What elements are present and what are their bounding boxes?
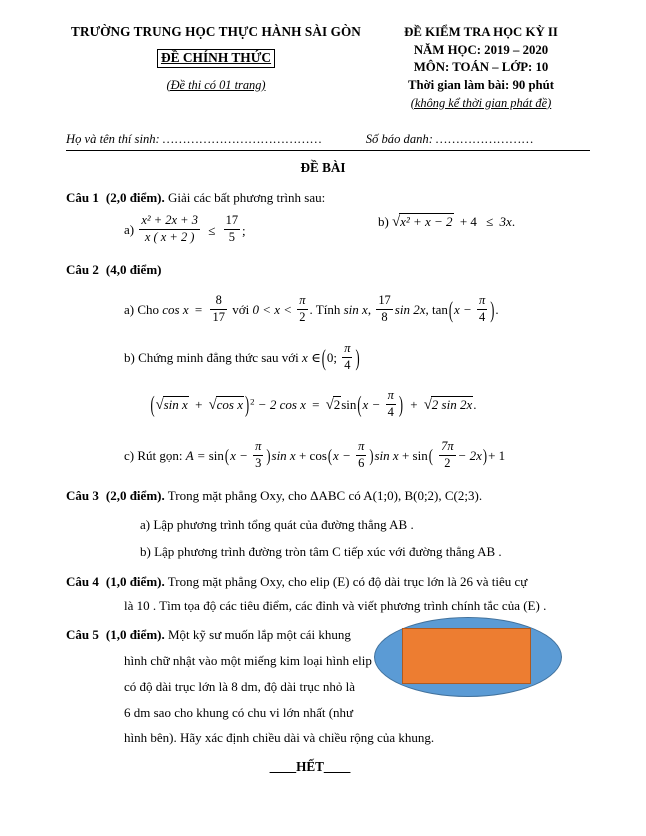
question-2-points: (4,0 điểm)	[105, 262, 162, 278]
question-3-label: Câu 3	[66, 487, 99, 503]
q1a-denominator: x ( x + 2 )	[144, 230, 195, 245]
q2a-cos: cos x	[162, 302, 189, 318]
open-paren-icon: (	[357, 391, 362, 418]
q2a-tan-denominator: 4	[479, 309, 486, 324]
q2b-sin-arg: x −	[362, 396, 381, 412]
q2c-t3-numerator: 7π	[439, 440, 455, 456]
question-1	[66, 189, 590, 245]
close-paren-icon: )	[490, 296, 495, 324]
official-exam-badge: ĐỀ CHÍNH THỨC	[157, 49, 275, 68]
close-paren-icon: )	[266, 445, 271, 466]
open-paren-icon: (	[321, 344, 326, 372]
q2a-coef-denominator: 8	[381, 309, 388, 324]
question-4	[66, 573, 590, 615]
question-3-sub-a: a) Lập phương trình tổng quát của đường thẳng AB .	[140, 517, 414, 533]
question-4-label: Câu 4	[66, 574, 99, 590]
question-5-line-5: hình bên). Hãy xác định chiều dài và chiều rộng của khung.	[124, 730, 435, 746]
q2a-target-sin: sin x	[343, 302, 368, 318]
candidate-id-field[interactable]: ……………………	[435, 131, 535, 146]
exam-kind: ĐỀ KIỂM TRA HỌC KỲ II	[404, 25, 558, 39]
q2b-domain-low: 0;	[326, 349, 337, 365]
question-4-heading	[66, 573, 590, 591]
question-2-heading	[66, 261, 590, 279]
close-paren-icon: )	[369, 445, 374, 466]
end-suffix-rule: ____	[323, 759, 351, 775]
question-4-line-2: là 10 . Tìm tọa độ các tiêu điểm, các đỉnh và viết phương trình chính tắc của (E) .	[124, 597, 547, 613]
q2a-range-lower: 0 < x <	[252, 302, 293, 318]
page-count-note: (Đề thi có 01 trang)	[166, 77, 266, 92]
question-1a-marker: a)	[124, 222, 135, 238]
question-2	[66, 261, 590, 470]
question-3-points: (2,0 điểm).	[105, 487, 165, 503]
question-2a-intro: a) Cho	[124, 302, 160, 318]
q2a-tan-arg: x −	[454, 302, 472, 318]
question-5-points: (1,0 điểm).	[105, 627, 165, 643]
question-1b-formula	[392, 214, 515, 229]
sqrt-icon: √	[392, 214, 401, 231]
question-2-label: Câu 2	[66, 262, 99, 278]
question-1b-marker: b)	[378, 214, 389, 230]
open-paren-icon: (	[428, 445, 433, 466]
q2c-term2-fn: + cos	[298, 447, 327, 463]
q1a-rhs-denominator: 5	[228, 230, 235, 245]
candidate-id-label: Số báo danh:	[365, 131, 433, 146]
open-paren-icon: (	[150, 391, 155, 418]
q2c-term3-arg: − 2x	[457, 447, 482, 463]
q2a-coef-numerator: 17	[376, 294, 392, 310]
close-paren-icon: )	[482, 445, 488, 466]
candidate-info-row	[66, 132, 590, 151]
question-1-points: (2,0 điểm).	[105, 189, 165, 205]
question-1-part-a	[66, 214, 366, 245]
exam-duration: Thời gian làm bài: 90 phút	[407, 77, 555, 92]
question-1-label: Câu 1	[66, 189, 99, 205]
q2b-tail: .	[473, 396, 477, 412]
exam-duration-note: (không kể thời gian phát đề)	[410, 95, 552, 110]
q2a-sep1: ,	[367, 302, 372, 318]
q2b-power: 2	[250, 396, 255, 407]
q2a-range-numerator: π	[297, 294, 307, 310]
question-3-text: Trong mặt phẳng Oxy, cho ΔABC có A(1;0), B(0;2), C(2;3).	[167, 487, 483, 503]
header-left-block	[66, 24, 366, 92]
q2b-plus-2: +	[410, 396, 418, 412]
q1b-rhs: 3x	[499, 214, 512, 230]
q2a-value-denominator: 17	[212, 309, 225, 324]
q1a-rhs-numerator: 17	[224, 214, 240, 230]
q2b-minus-term: − 2 cos x	[257, 396, 306, 412]
sqrt-icon: √	[155, 396, 164, 413]
q2b-radicand-3: 2 sin 2x	[431, 396, 473, 412]
question-2a	[66, 294, 590, 325]
question-1-text: Giải các bất phương trình sau:	[167, 189, 326, 205]
subject-and-grade: MÔN: TOÁN – LỚP: 10	[413, 60, 549, 75]
question-4-points: (1,0 điểm).	[105, 574, 165, 590]
q2c-t2-denominator: 6	[358, 455, 365, 470]
question-4-line-1: Trong mặt phẳng Oxy, cho elip (E) có độ dài trục lớn là 26 và tiêu cự	[167, 574, 528, 590]
q1b-radicand: x² + x − 2	[400, 214, 453, 230]
q2b-arg-denominator: 4	[387, 404, 394, 419]
q2a-target-sin2x: sin 2x	[394, 302, 426, 318]
q2b-arg-numerator: π	[386, 389, 396, 405]
question-3-heading	[66, 487, 590, 505]
q2c-t1-numerator: π	[253, 440, 263, 456]
inscribed-rectangle-frame	[402, 628, 531, 684]
question-2c-text: c) Rút gọn:	[124, 447, 183, 463]
q2c-t2-numerator: π	[356, 440, 366, 456]
q2c-term1-tail: sin x	[271, 447, 296, 463]
q1a-relation: ≤	[208, 222, 216, 238]
question-2b-text: b) Chứng minh đẳng thức sau với	[124, 349, 299, 365]
question-1a-formula	[137, 213, 246, 245]
q2b-plus-1: +	[195, 396, 203, 412]
school-year: NĂM HỌC: 2019 – 2020	[413, 42, 549, 57]
header-right-block	[366, 24, 590, 112]
q2a-equals: =	[194, 302, 203, 318]
q2c-t3-denominator: 2	[444, 455, 451, 470]
open-paren-icon: (	[327, 445, 333, 466]
q2c-term2-arg: x −	[333, 447, 351, 463]
q2c-lhs: A =	[185, 447, 206, 463]
question-5-line-1: Một kỹ sư muốn lắp một cái khung	[167, 627, 351, 643]
end-prefix-rule: ____	[269, 759, 297, 775]
q1b-tail: .	[511, 214, 516, 230]
end-word: HẾT	[296, 759, 324, 775]
q2c-term3-tail: + 1	[488, 447, 506, 463]
question-5-label: Câu 5	[66, 627, 99, 643]
question-5-line-2: hình chữ nhật vào một miếng kim loại hình elip	[124, 652, 372, 668]
q2c-term1-fn: sin	[208, 447, 224, 463]
q1b-relation: ≤	[486, 214, 494, 230]
q2b-radicand-2: cos x	[216, 396, 243, 412]
open-paren-icon: (	[448, 296, 453, 324]
q2a-sep2: ,	[425, 302, 429, 318]
question-2a-with: với	[232, 302, 250, 318]
question-2b-identity	[66, 389, 590, 420]
question-2c	[66, 440, 590, 471]
ellipse-rectangle-figure	[374, 617, 562, 697]
document-header	[0, 0, 646, 112]
q2c-term2-tail: sin x	[374, 447, 399, 463]
q2c-t1-denominator: 3	[255, 455, 262, 470]
q1a-tail: ;	[242, 222, 246, 238]
close-paren-icon: )	[245, 391, 250, 418]
sqrt-icon: √	[325, 396, 334, 413]
q2b-domain-denominator: 4	[344, 357, 351, 372]
school-name: TRƯỜNG TRUNG HỌC THỰC HÀNH SÀI GÒN	[71, 24, 361, 39]
q1b-plus: + 4	[459, 214, 477, 230]
q2b-equals: =	[312, 396, 320, 412]
q2a-target-tan: tan	[431, 302, 448, 318]
question-2a-ask-label: . Tính	[309, 302, 341, 318]
q2a-value-numerator: 8	[210, 294, 226, 310]
question-2b	[66, 342, 590, 373]
q1a-numerator: x² + 2x + 3	[139, 214, 200, 230]
exam-body-title: ĐỀ BÀI	[300, 159, 346, 175]
q2a-tail: .	[495, 302, 499, 318]
q2a-range-denominator: 2	[299, 309, 306, 324]
end-of-exam-marker	[66, 759, 590, 775]
q2a-tan-numerator: π	[477, 294, 487, 310]
question-5-line-3: có độ dài trục lớn là 8 dm, độ dài trục nhỏ là	[124, 678, 356, 694]
question-3	[66, 487, 590, 563]
candidate-name-label: Họ và tên thí sinh:	[66, 131, 160, 146]
q2b-domain-numerator: π	[342, 342, 352, 358]
q2b-member: x ∈	[302, 349, 321, 365]
question-1-heading	[66, 189, 590, 207]
q2b-radicand-1: sin x	[163, 396, 188, 412]
question-5-line-4: 6 dm sao cho khung có chu vi lớn nhất (như	[124, 704, 354, 720]
close-paren-icon: )	[355, 344, 360, 372]
sqrt-icon: √	[208, 396, 217, 413]
candidate-name-field[interactable]: …………………………………	[162, 131, 323, 146]
question-3-sub-b: b) Lập phương trình đường tròn tâm C tiếp xúc với đường thẳng AB .	[140, 544, 502, 560]
close-paren-icon: )	[398, 391, 403, 418]
question-1-parts	[66, 214, 590, 245]
q2c-term3-fn: + sin	[401, 447, 428, 463]
q2b-sin: sin	[341, 396, 357, 412]
sqrt-icon: √	[423, 396, 432, 413]
question-1-part-b	[366, 214, 590, 231]
q2b-sqrt2: 2	[333, 396, 341, 412]
open-paren-icon: (	[224, 445, 230, 466]
q2c-term1-arg: x −	[230, 447, 248, 463]
